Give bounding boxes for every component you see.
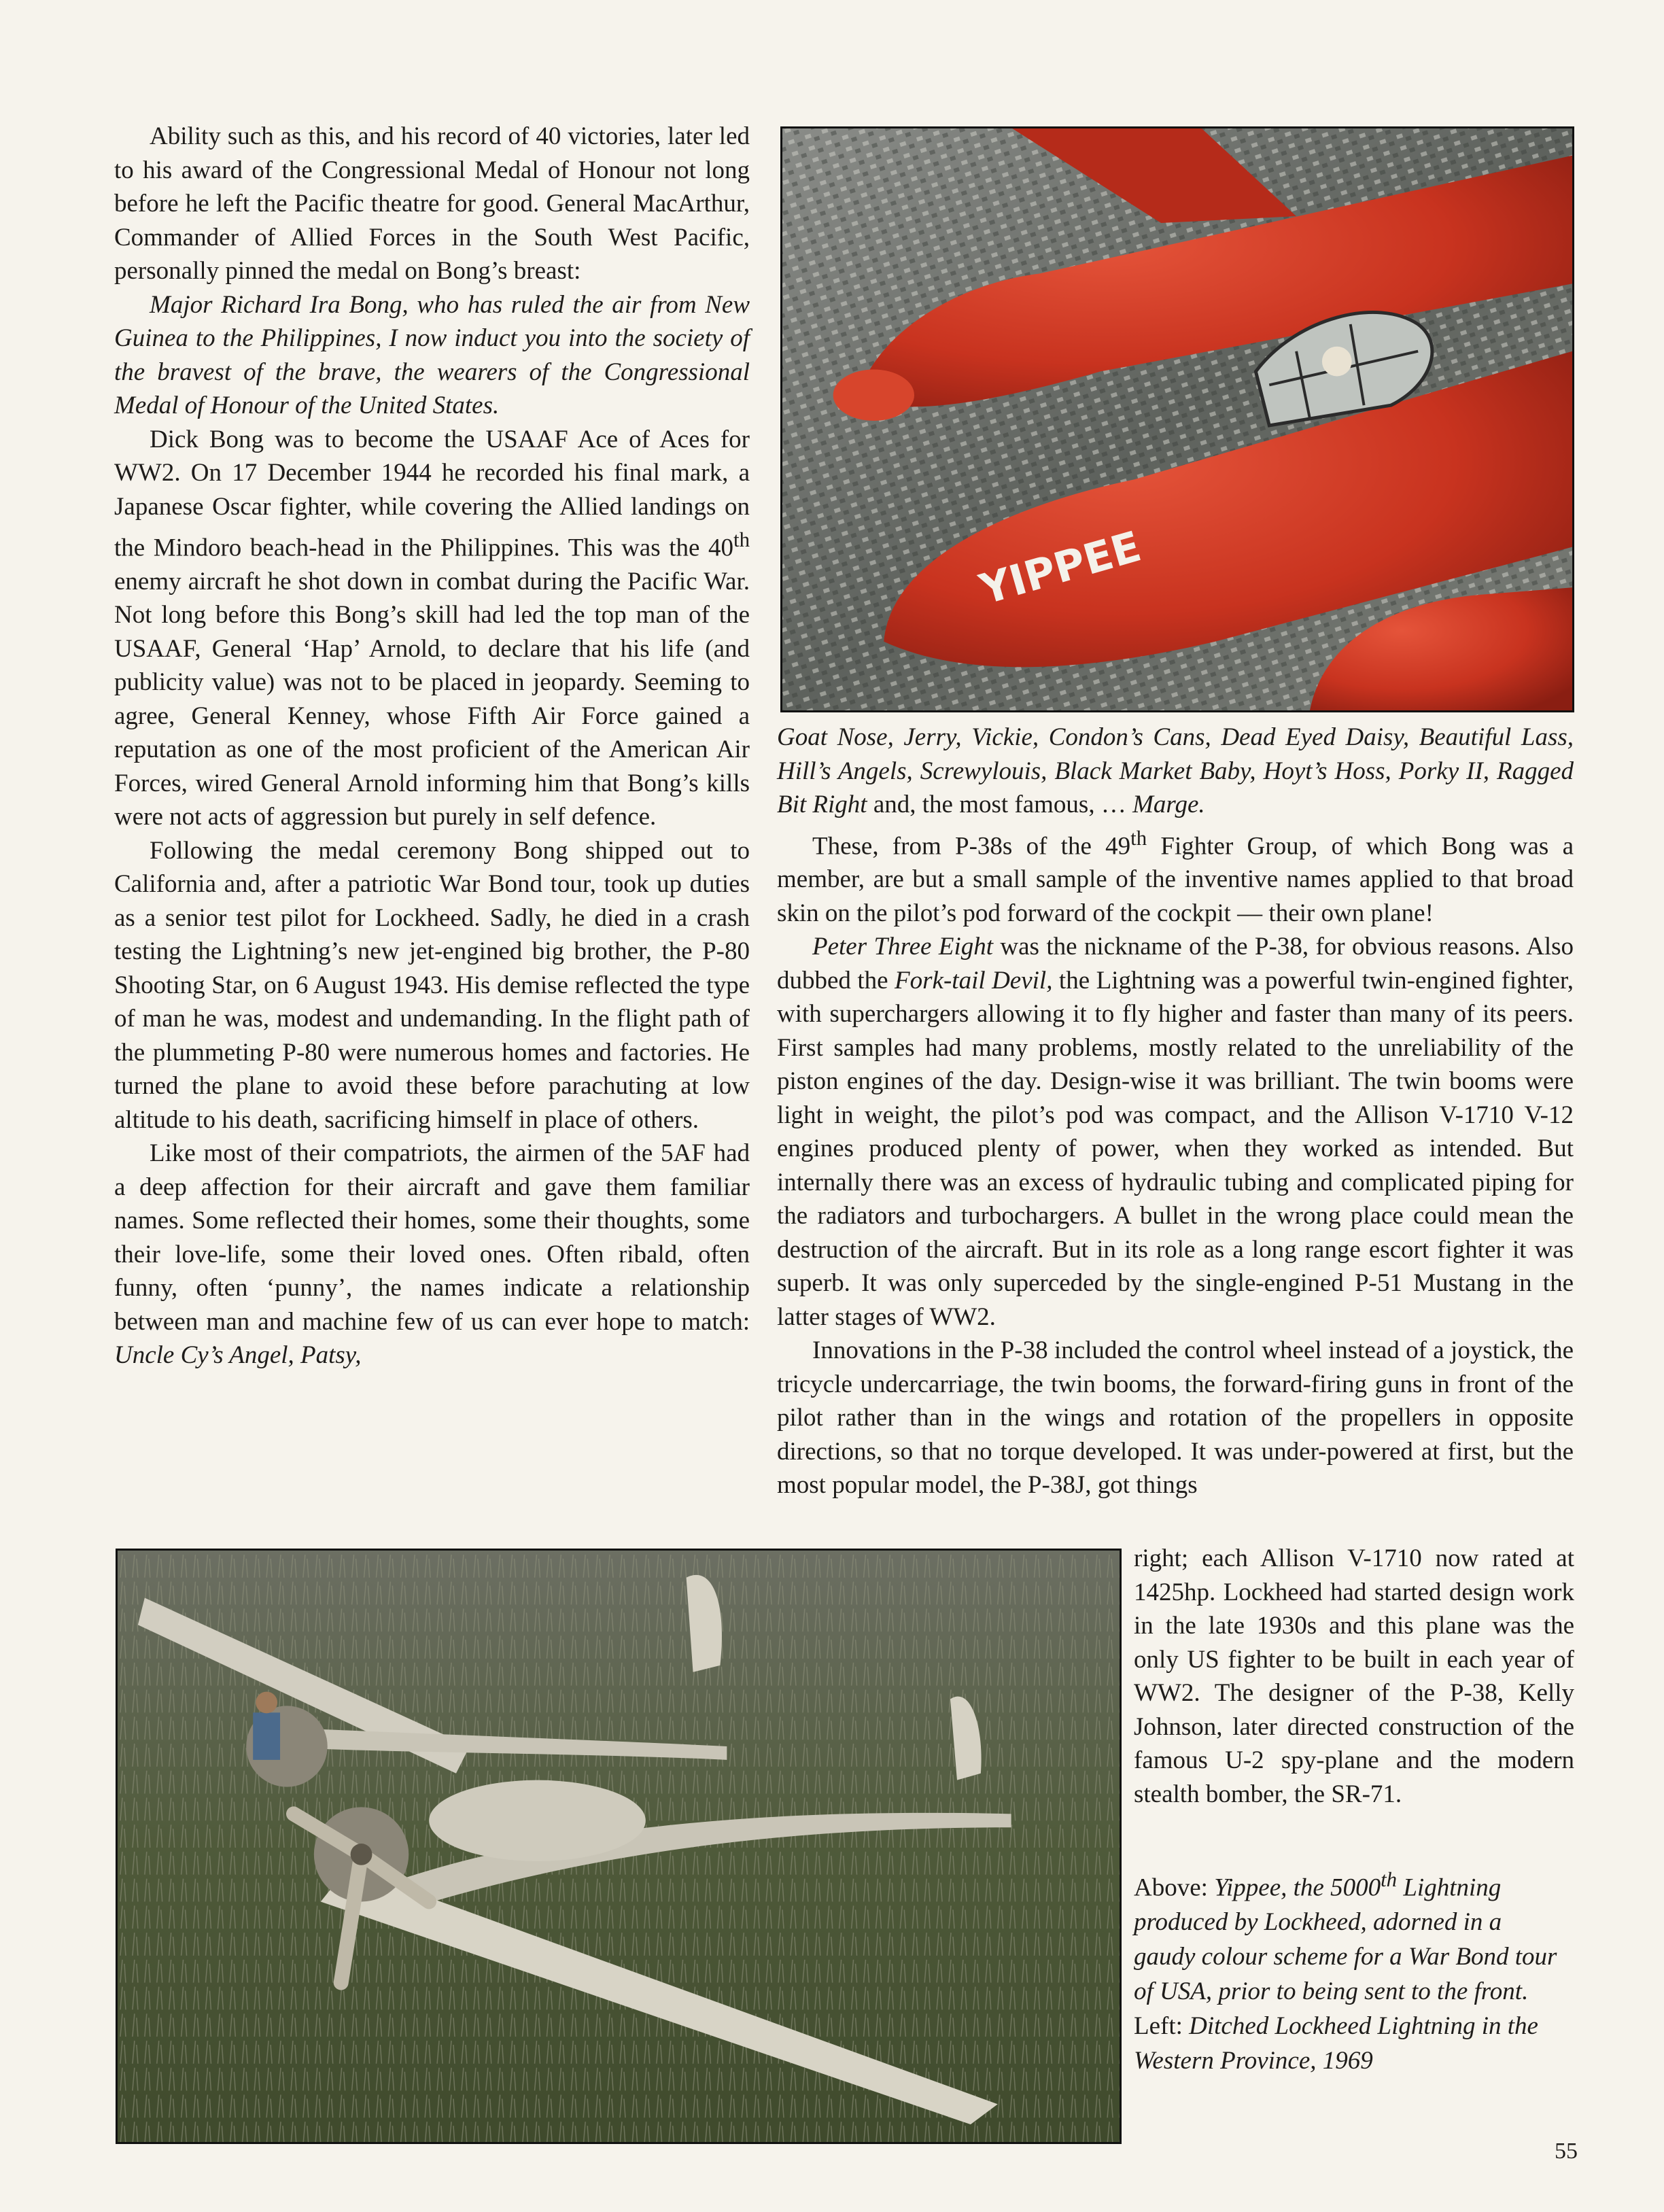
left-text-column bbox=[114, 120, 750, 1372]
paragraph-49th-text-a: These, from P-38s of the 49 bbox=[812, 831, 1131, 860]
paragraph-test-pilot: Following the medal ceremony Bong shipped out to California and, after a patriotic War Bond tour, took up duties as a senior test pilot for Lockheed. Sadly, he died in a crash testing the Lightning’s new jet-engined big brother, the P-80 Shooting Star, on 6 August 1943. His demise reflected the type of man he was, modest and undemanding. In the flight path of the plummeting P-80 were numerous homes and factories. He turned the plane to avoid these before parachuting at low altitude to his death, sacrificing himself in place of others. bbox=[114, 836, 750, 1134]
yippee-lightning-illustration bbox=[782, 128, 1572, 710]
paragraph-ace-of-aces-text-a: Dick Bong was to become the USAAF Ace of Aces for WW2. On 17 December 1944 he recorded his final mark, a Japanese Oscar fighter, while covering the Allied landings on the Mindoro beach-head in the Philippines. This was the 40 bbox=[114, 425, 750, 562]
ordinal-suffix: th bbox=[733, 528, 750, 551]
caption-above-label: Above: bbox=[1134, 1873, 1215, 1902]
paragraph-aircraft-names-text: Like most of their compatriots, the airmen of the 5AF had a deep affection for their aircraft and gave them familiar names. Some reflected their homes, some their thoughts, some their love-life, some their loved ones. Often ribald, often funny, often ‘punny’, the names indicate a relationship between man and machine few of us can ever hope to match: bbox=[114, 1139, 750, 1336]
caption-left-text: Ditched Lockheed Lightning in the Western Province, 1969 bbox=[1134, 2012, 1538, 2075]
aircraft-names-italic: Uncle Cy’s Angel, Patsy, bbox=[114, 1341, 362, 1370]
aircraft-names-list-text: Goat Nose, Jerry, Vickie, Condon’s Cans, Dead Eyed Daisy, Beautiful Lass, Hill’s Angels, Screwylouis, Black Market Baby, Hoyt’s Hoss, Porky II, Ragged Bit Right bbox=[777, 723, 1574, 818]
yippee-lightning-photo bbox=[780, 126, 1574, 712]
caption-above-text-a: Yippee, the 5000 bbox=[1214, 1873, 1381, 1902]
paragraph-innovations-continued: right; each Allison V-1710 now rated at 1425hp. Lockheed had started design work in the late 1930s and this plane was the only US fighter to be built in each year of WW2. The designer of the P-38, Kelly Johnson, later directed construction of the famous U-2 spy-plane and the modern stealth bomber, the SR-71. bbox=[1134, 1544, 1574, 1808]
paragraph-innovations: Innovations in the P-38 included the control wheel instead of a joystick, the tricycle undercarriage, the twin booms, the forward-firing guns in front of the pilot rather than in the wings and rotation of the propellers in opposite directions, so that no torque developed. It was under-powered at first, but the most popular model, the P-38J, got things bbox=[777, 1336, 1574, 1500]
photo-captions bbox=[1134, 1863, 1569, 2078]
caption-above-text-b: Lightning produced by Lockheed, adorned in a gaudy colour scheme for a War Bond tour of USA, prior to being sent to the front. bbox=[1134, 1873, 1557, 2006]
aircraft-names-list bbox=[777, 721, 1574, 822]
caption-left bbox=[1134, 2009, 1569, 2078]
nickname-fork-tail-devil: Fork-tail Devil, bbox=[895, 966, 1053, 995]
nose-art-text: YIPPEE bbox=[974, 521, 1147, 615]
caption-above bbox=[1134, 1863, 1569, 2009]
paragraph-medal: Ability such as this, and his record of 40 victories, later led to his award of the Congressional Medal of Honour not long before he left the Pacific theatre for good. General MacArthur, Commander of Allied Forces in the South West Pacific, personally pinned the medal on Bong’s breast: bbox=[114, 122, 750, 285]
right-text-column bbox=[777, 721, 1574, 1502]
ordinal-suffix: th bbox=[1381, 1868, 1398, 1891]
paragraph-nickname-text-b: the Lightning was a powerful twin-engined fighter, with superchargers allowing it to fly higher and faster than many of its peers. First samples had many problems, mostly related to the unreliability of the piston engines of the day. Design-wise it was brilliant. The twin booms were light in weight, the pilot’s pod was compact, and the Allison V-1710 V-12 engines produced plenty of power, when they worked as intended. But internally there was an excess of hydraulic tubing and complicated piping for the radiators and turbochargers. A bullet in the wrong place could mean the destruction of the aircraft. But in its role as a long range escort fighter it was superb. It was only superceded by the single-engined P-51 Mustang in the latter stages of WW2. bbox=[777, 966, 1574, 1331]
page-number: 55 bbox=[1555, 2139, 1578, 2164]
nickname-peter-three-eight: Peter Three Eight bbox=[812, 933, 994, 961]
right-narrow-text-column bbox=[1134, 1542, 1574, 1811]
paragraph-ace-of-aces bbox=[114, 423, 750, 834]
aircraft-names-and: and, the most famous, … bbox=[867, 791, 1133, 818]
paragraph-peter-three-eight bbox=[777, 930, 1574, 1334]
paragraph-49th-fighter-group bbox=[777, 822, 1574, 931]
paragraph-aircraft-names bbox=[114, 1137, 750, 1372]
paragraph-nickname-text-a: was the nickname of the P-38, for obvious reasons. Also dubbed the bbox=[777, 933, 1574, 995]
ditched-lightning-photo bbox=[116, 1549, 1122, 2144]
paragraph-ace-of-aces-text-b: enemy aircraft he shot down in combat during the Pacific War. Not long before this Bong’s skill had led the top man of the USAAF, General ‘Hap’ Arnold, to declare that his life (and publicity value) was not to be placed in jeopardy. Seeming to agree, General Kenney, whose Fifth Air Force gained a reputation as one of the most proficient of the American Air Forces, wired General Arnold informing him that Bong’s kills were not acts of aggression but purely in self defence. bbox=[114, 567, 750, 831]
caption-left-label: Left: bbox=[1134, 2012, 1190, 2041]
ditched-lightning-illustration bbox=[118, 1551, 1120, 2142]
ordinal-suffix: th bbox=[1130, 826, 1147, 850]
aircraft-name-marge: Marge. bbox=[1132, 791, 1205, 818]
macarthur-quote: Major Richard Ira Bong, who has ruled the air from New Guinea to the Philippines, I now induct you into the society of the bravest of the brave, the wearers of the Congressional Medal of Honour of the United States. bbox=[114, 290, 750, 419]
paragraph-49th-text-b: Fighter Group, of which Bong was a member, are but a small sample of the inventive names applied to that broad skin on the pilot’s pod forward of the cockpit — their own plane! bbox=[777, 831, 1574, 927]
